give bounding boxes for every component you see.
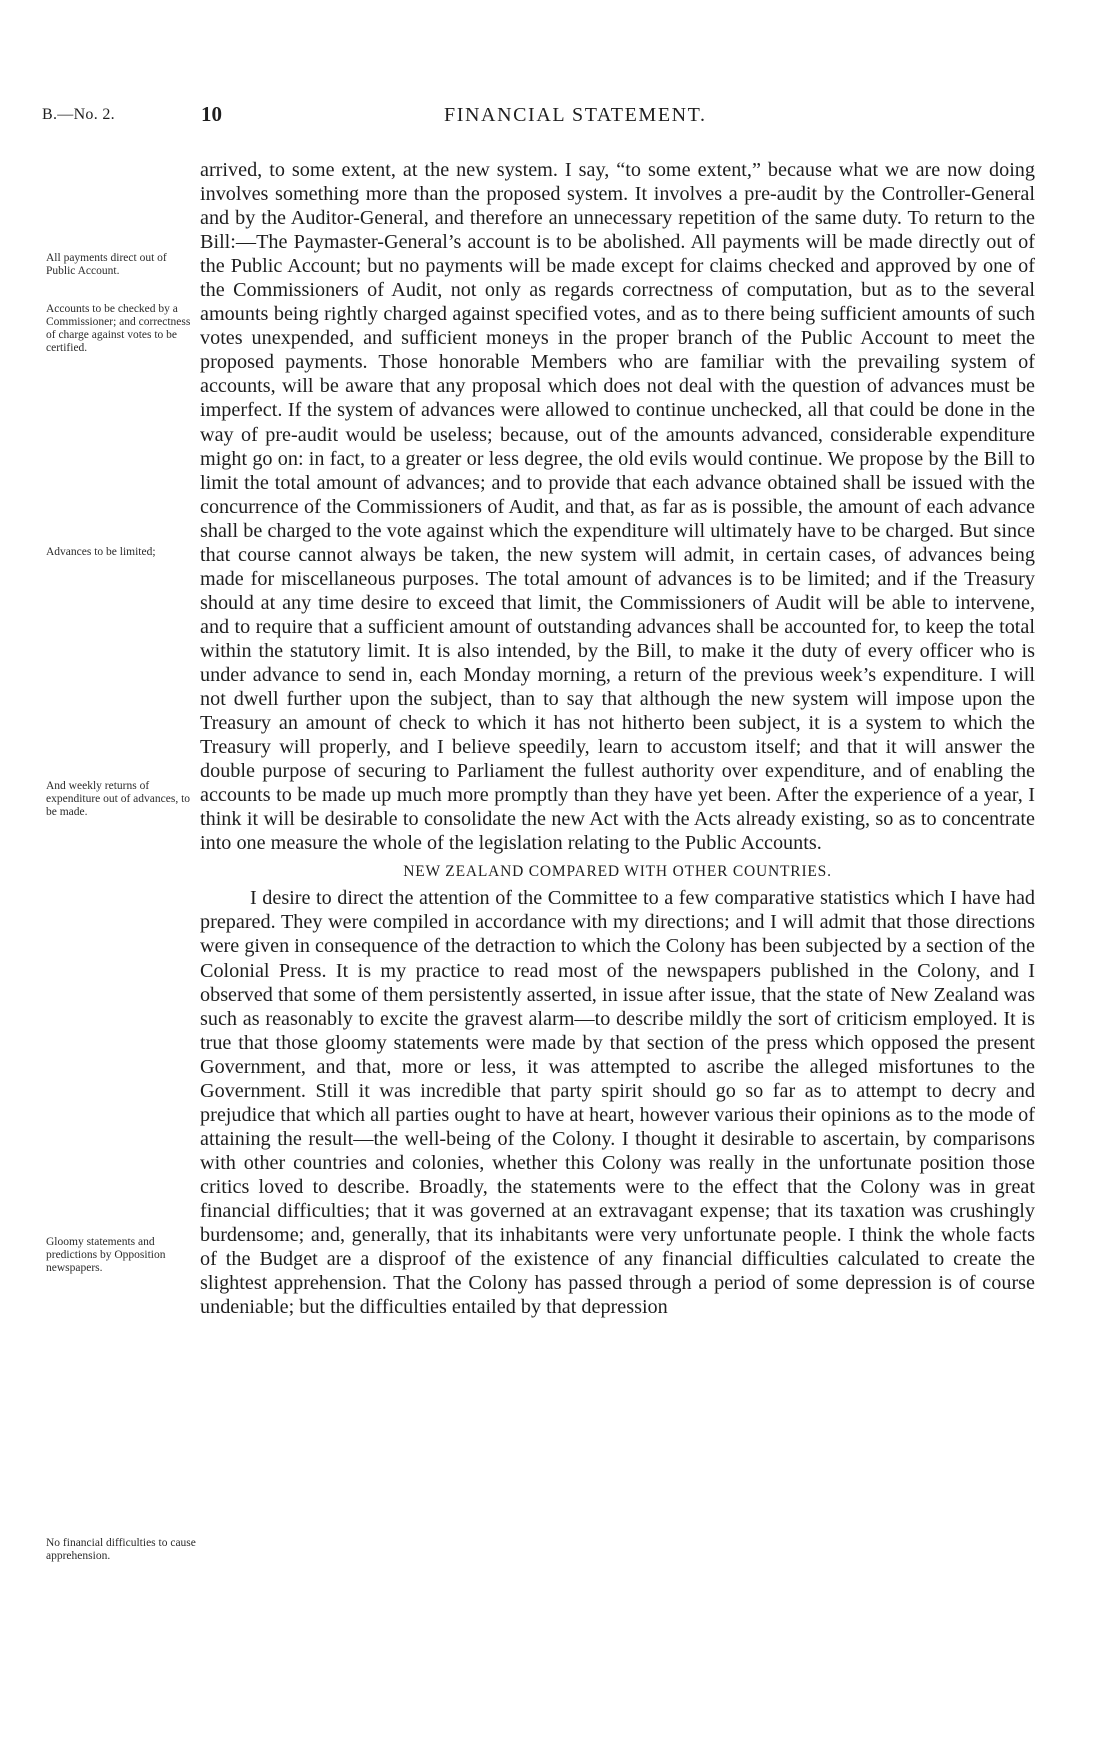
running-title: FINANCIAL STATEMENT.: [444, 104, 707, 126]
marginal-note: No financial difficulties to cause apprehension.: [46, 1537, 196, 1562]
marginal-note: Advances to be limited;: [46, 546, 156, 558]
main-text: [200, 158, 1035, 1319]
marginal-note: Gloomy statements and predictions by Opposition newspapers.: [46, 1236, 166, 1274]
paragraph: I desire to direct the attention of the Committee to a few comparative statistics which I have had prepared. They were compiled in accordance with my directions; and I will admit that those directions were given in consequence of the detraction to which the Colony has been subjected by a section of the Colonial Press. It is my practice to read most of the newspapers published in the Colony, and I observed that some of them persistently asserted, in issue after issue, that the state of New Zealand was such as reasonably to excite the gravest alarm—to describe mildly the sort of criticism employed. It is true that those gloomy statements were made by that section of the press which opposed the present Government, and that, more or less, it was attempted to ascribe the alleged misfortunes to the Government. Still it was incredible that party spirit should go so far as to attempt to decry and prejudice that which all parties ought to have at heart, however various their opinions as to the mode of attaining the result—the well-being of the Colony. I thought it desirable to ascertain, by comparisons with other countries and colonies, whether this Colony was really in the unfortunate position those critics loved to describe. Broadly, the statements were to the effect that the Colony was in great financial difficulties; that it was governed at an extravagant expense; that its taxation was crushingly burdensome; and, generally, that its inhabitants were very unfortunate people. I think the whole facts of the Budget are a disproof of the existence of any financial difficulties calculated to create the slightest apprehension. That the Colony has passed through a period of some depression is of course undeniable; but the difficulties entailed by that depression: [200, 887, 1035, 1319]
marginal-note: And weekly returns of expenditure out of advances, to be made.: [46, 780, 191, 818]
marginal-notes: [0, 0, 196, 1744]
marginal-note: Accounts to be checked by a Commissioner; and correctness of charge against votes to be certified.: [46, 303, 191, 354]
marginal-note: All payments direct out of Public Account.: [46, 252, 167, 277]
document-reference: B.—No. 2.: [42, 106, 115, 123]
section-heading: NEW ZEALAND COMPARED WITH OTHER COUNTRIES.: [403, 863, 832, 881]
paragraph: arrived, to some extent, at the new system. I say, “to some extent,” because what we are now doing involves something more than the proposed system. It involves a pre-audit by the Controller-General and by the Auditor-General, and therefore an unnecessary repetition of the same duty. To return to the Bill:—The Paymaster-General’s account is to be abolished. All payments will be made directly out of the Public Account; but no payments will be made except for claims checked and approved by one of the Commissioners of Audit, not only as regards correctness of computation, but as to the several amounts being rightly charged against specified votes, and as to there being sufficient amounts of such votes unexpended, and sufficient moneys in the proper branch of the Public Account to meet the proposed payments. Those honorable Members who are familiar with the prevailing system of accounts, will be aware that any proposal which does not deal with the question of advances must be imperfect. If the system of advances were allowed to continue unchecked, all that could be done in the way of pre-audit would be useless; because, out of the amounts advanced, considerable expenditure might go on: in fact, to a greater or less degree, the old evils would continue. We propose by the Bill to limit the total amount of advances; and to provide that each advance obtained shall be issued with the concurrence of the Commissioners of Audit, and that, as far as is possible, the amount of each advance shall be charged to the vote against which the expenditure will ultimately have to be charged. But since that course cannot always be taken, the new system will admit, in certain cases, of advances being made for miscellaneous purposes. The total amount of advances is to be limited; and if the Treasury should at any time desire to exceed that limit, the Commissioners of Audit will be able to intervene, and to require that a sufficient amount of outstanding advances shall be accounted for, to keep the total within the statutory limit. It is also intended, by the Bill, to make it the duty of every officer who is under advance to send in, each Monday morning, a return of the previous week’s expenditure. I will not dwell further upon the subject, than to say that although the new system will impose upon the Treasury an amount of check to which it has not hitherto been subject, it is a system to which the Treasury will properly, and I believe speedily, learn to accustom itself; and that it will answer the double purpose of securing to Parliament the fullest authority over expenditure, and of enabling the accounts to be made up much more promptly than they have yet been. After the experience of a year, I think it will be desirable to consolidate the new Act with the Acts already existing, so as to concentrate into one measure the whole of the legislation relating to the Public Accounts.: [200, 159, 1035, 855]
page-number: 10: [201, 102, 222, 126]
